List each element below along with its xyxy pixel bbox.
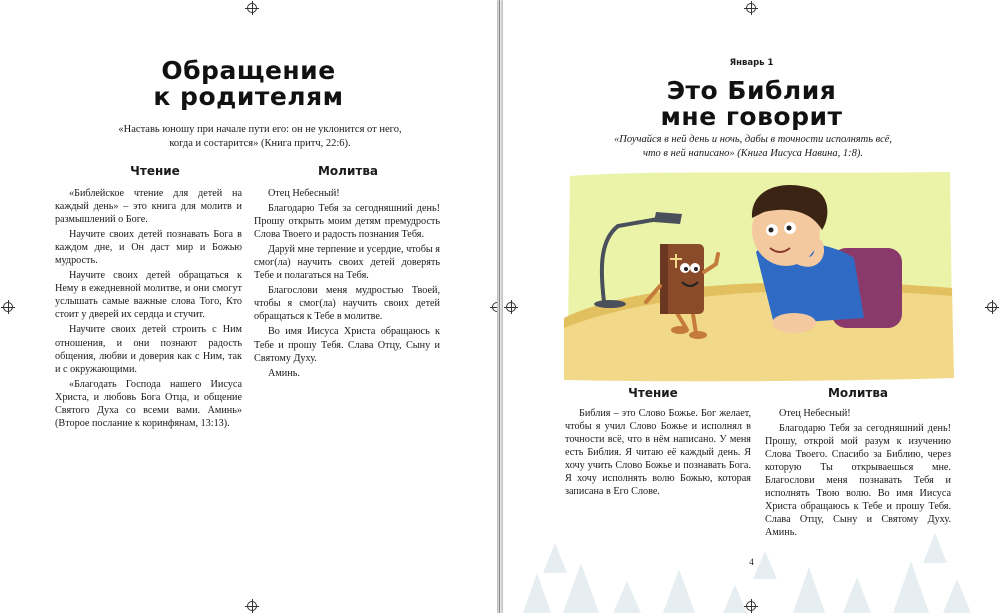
left-reading-paragraph: «Благодать Господа нашего Иисуса Христа, и любовь Бога Отца, и общение Святого Духа со всеми вами. Аминь» (Второе послание к коринфянам, 13:13). xyxy=(55,378,242,429)
left-prayer-paragraph: Отец Небесный! xyxy=(268,188,340,199)
left-prayer-paragraph: Благодарю Тебя за сегодняшний день! Прошу открыть моим детям премудрость Слова Твоего и радость познания Тебя. xyxy=(254,203,440,241)
left-reading-paragraph: Научите своих детей обращаться к Нему в ежедневной молитве, и они смогут услышать самые важные слова Того, Кто стоит у дверей их сердца и стучит. xyxy=(55,270,242,321)
left-prayer-heading: Молитва xyxy=(317,164,379,178)
left-title-line1: Обращение xyxy=(161,56,336,85)
registration-mark-icon xyxy=(746,3,756,13)
registration-mark-icon xyxy=(746,601,756,611)
registration-mark-icon xyxy=(492,302,497,312)
left-epigraph: «Наставь юношу при начале пути его: он не уклонится от него, когда и состарится» (Книга притч, 22:6). xyxy=(118,124,402,149)
left-prayer-text xyxy=(254,187,440,382)
right-title-line2: мне говорит xyxy=(660,102,843,132)
left-reading-paragraph: «Библейское чтение для детей на каждый день» – это книга для молитв и размышлений о Боге. xyxy=(55,188,242,226)
right-reading-paragraph: Библия – это Слово Божье. Бог желает, чтобы я учил Слово Божье и исполнял в точности всё, что в нём написано. У меня есть Библия. Я читаю её каждый день. Я хочу учить Слово Божье и познавать Бога. Я хочу исполнять волю Божью, которая записана в Его Слове. xyxy=(565,408,751,498)
spine-line xyxy=(499,0,500,613)
left-title-line2: к родителям xyxy=(153,82,344,112)
right-page-title xyxy=(503,78,1000,131)
right-prayer-paragraph: Благодарю Тебя за сегодняшний день! Прошу, открой мой разум к изучению Слова Твоего. Спасибо за Библию, через которую Ты открываешься мне. Благослови меня познавать Тебя и исполнять Твою волю. Во имя Иисуса Христа обращаюсь к Тебе и прошу Тебя. Слава Отцу, Сыну и Святому Духу. Аминь. xyxy=(765,423,951,539)
date-label: Январь 1 xyxy=(729,58,774,68)
left-prayer-paragraph: Благослови меня мудростью Твоей, чтобы я смог(ла) научить своих детей обращаться к Тебе в молитве. xyxy=(254,285,440,323)
right-prayer-paragraph: Отец Небесный! xyxy=(779,408,851,419)
right-prayer-heading: Молитва xyxy=(827,386,889,400)
right-reading-heading: Чтение xyxy=(628,386,678,400)
registration-mark-icon xyxy=(3,302,13,312)
right-title-line1: Это Библия xyxy=(666,76,837,105)
registration-mark-icon xyxy=(506,302,516,312)
page-number: 4 xyxy=(749,557,754,567)
boy-with-bible-illustration xyxy=(564,168,954,382)
left-reading-heading: Чтение xyxy=(130,164,180,178)
registration-mark-icon xyxy=(247,601,257,611)
registration-mark-icon xyxy=(247,3,257,13)
left-prayer-paragraph: Аминь. xyxy=(268,367,300,379)
left-page-title xyxy=(0,58,497,111)
left-prayer-paragraph: Даруй мне терпение и усердие, чтобы я смог(ла) научить своих детей доверять Тебе и полагаться на Тебя. xyxy=(254,244,440,282)
right-page xyxy=(503,0,1000,613)
right-epigraph: «Поучайся в ней день и ночь, дабы в точности исполнять всё, что в ней написано» (Книга Иисуса Навина, 1:8). xyxy=(613,134,893,159)
right-reading-text xyxy=(565,407,751,500)
registration-mark-icon xyxy=(987,302,997,312)
left-reading-paragraph: Научите своих детей строить с Ним отношения, и они познают радость общения, любви и доверия как с Ним, так и с окружающими. xyxy=(55,324,242,375)
left-page xyxy=(0,0,497,613)
left-reading-text xyxy=(55,187,242,432)
left-reading-paragraph: Научите своих детей познавать Бога в каждом дне, и Он даст мир и Божью мудрость. xyxy=(55,229,242,267)
left-prayer-paragraph: Во имя Иисуса Христа обращаюсь к Тебе и прошу Тебя. Слава Отцу, Сыну и Святому Духу. xyxy=(254,326,440,364)
